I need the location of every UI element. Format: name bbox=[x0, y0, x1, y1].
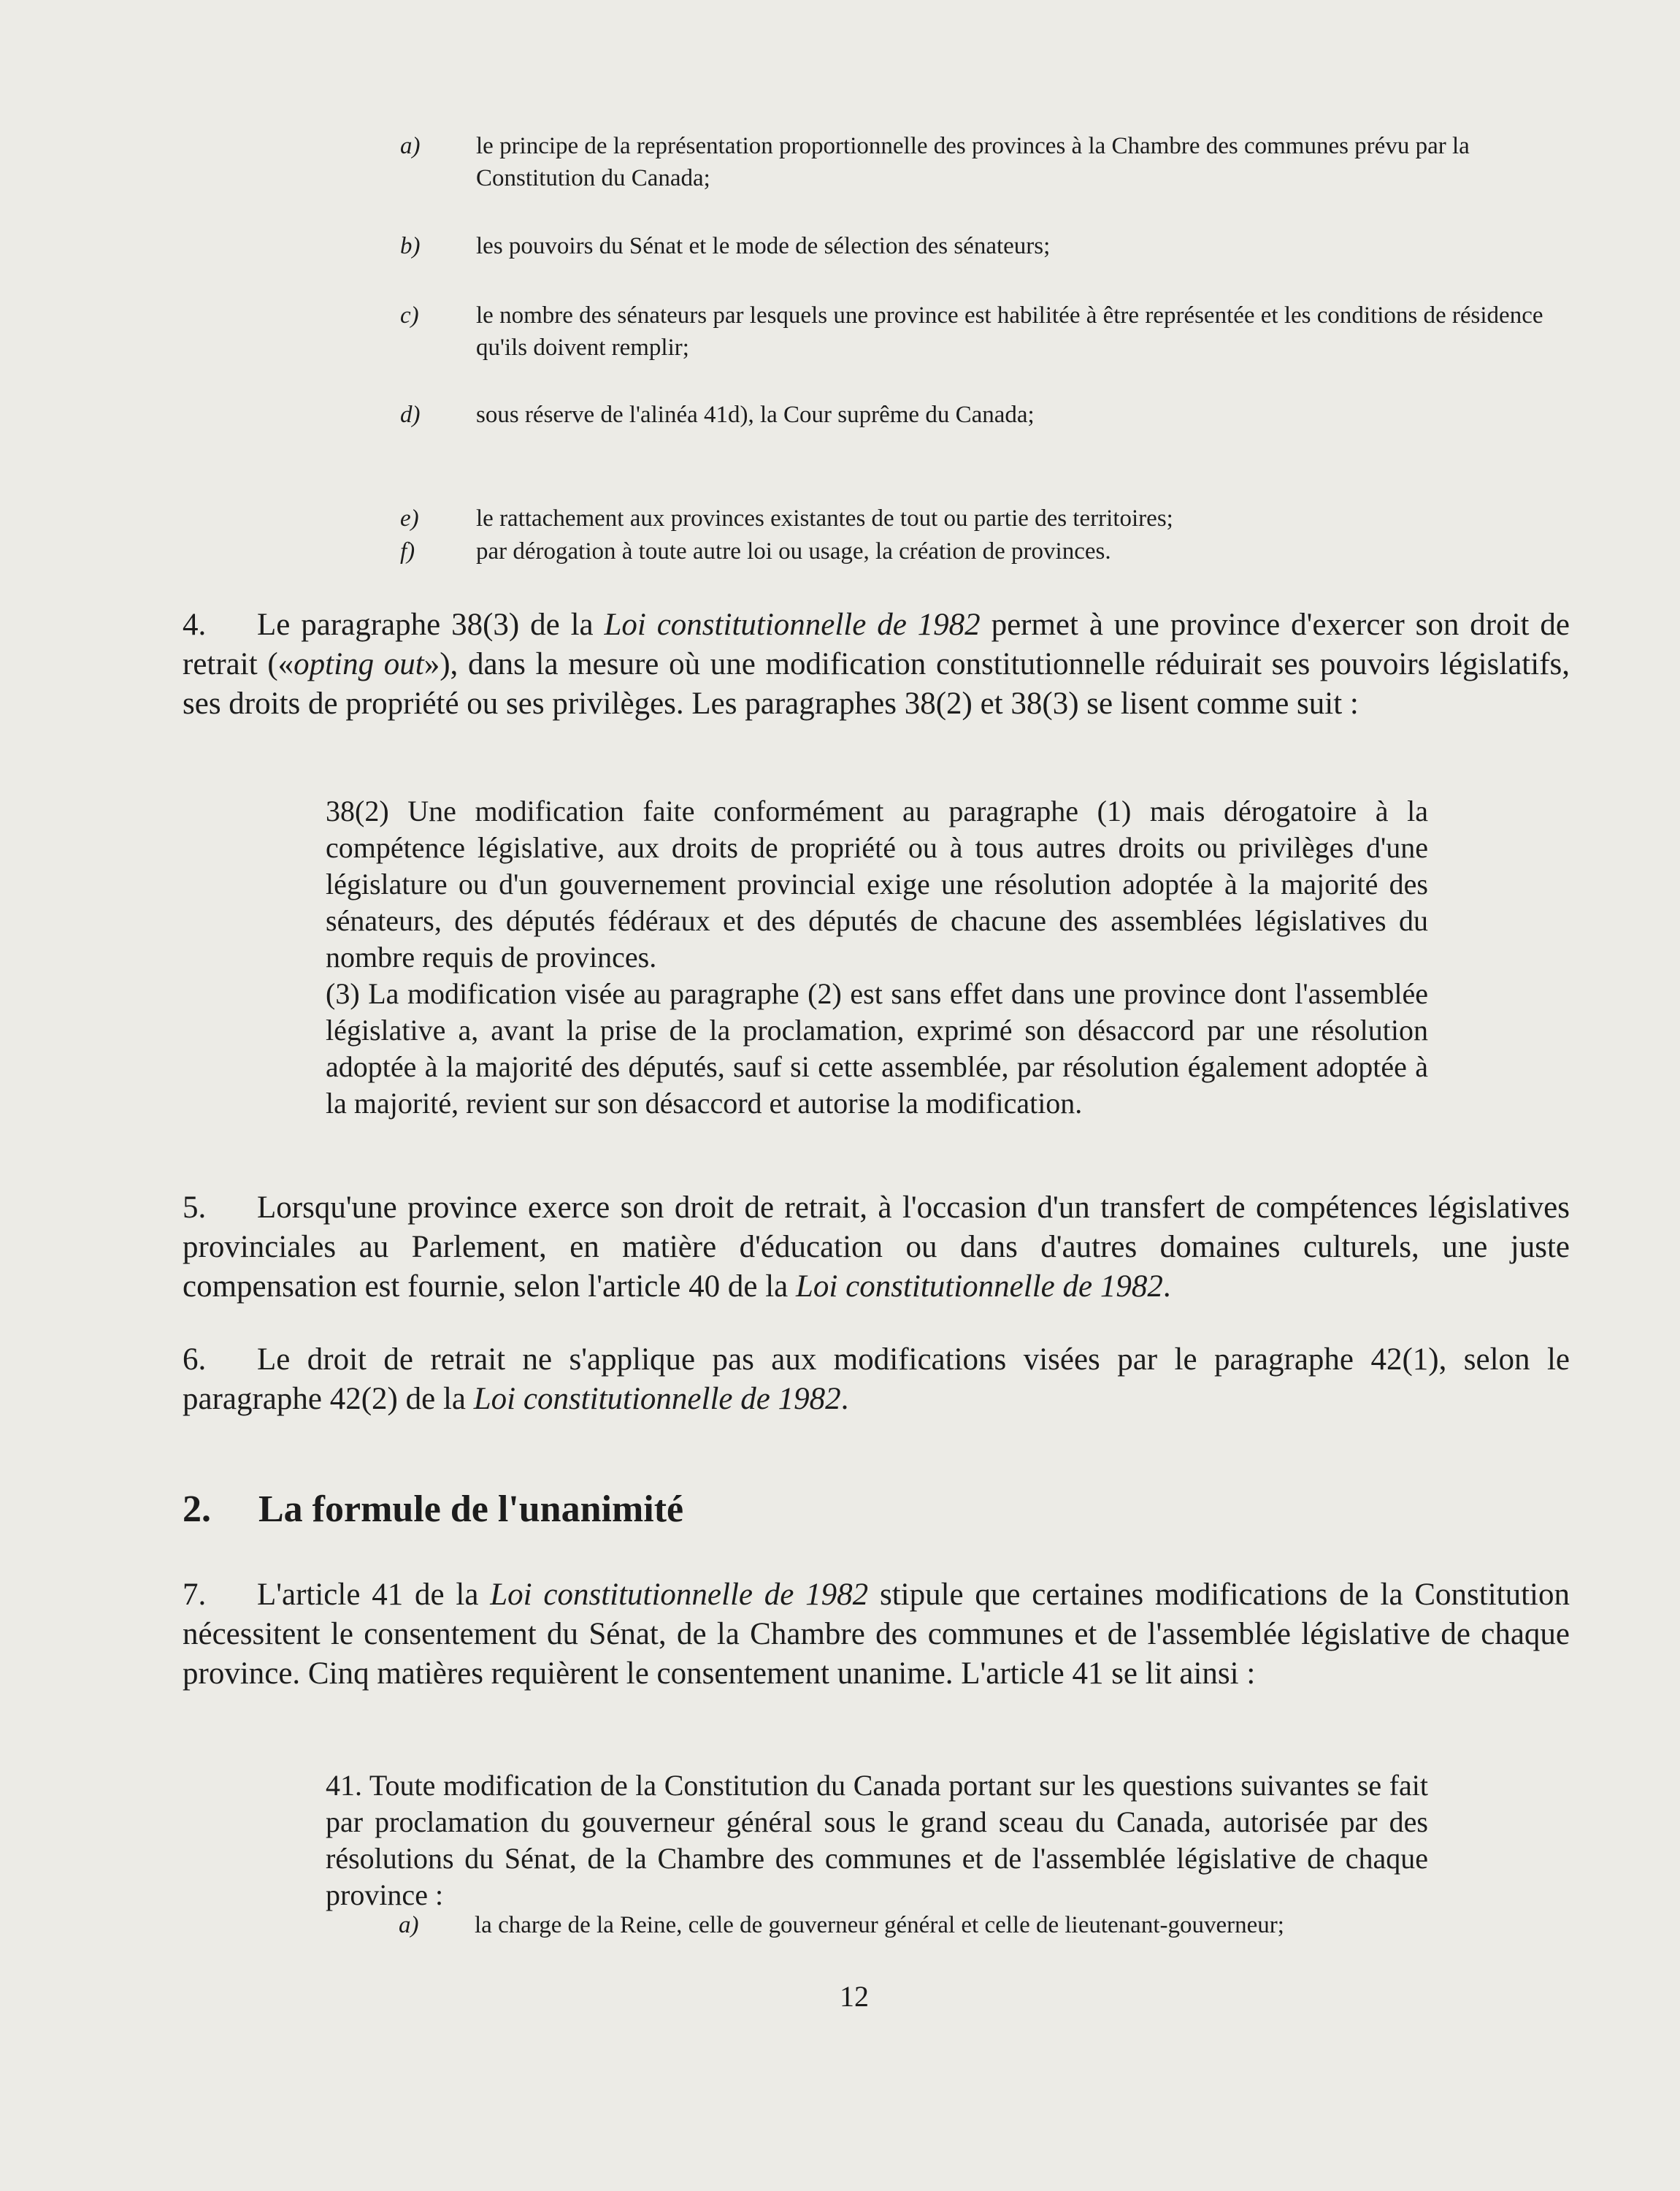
paragraph-number: 7. bbox=[183, 1578, 207, 1612]
paragraph-text: . bbox=[840, 1382, 849, 1416]
list-text: sous réserve de l'alinéa 41d), la Cour suprême du Canada; bbox=[476, 402, 1035, 428]
paragraph-number: 6. bbox=[183, 1342, 207, 1377]
list-item-f bbox=[400, 535, 1568, 567]
paragraph-text: Lorsqu'une province exerce son droit de retrait, à l'occasion d'un transfert de compétences législatives provinciales au Parlement, en matière d'éducation ou dans d'autres domaines culturels, une juste compensation est fournie, selon l'article 40 de la bbox=[183, 1190, 1570, 1304]
paragraph-text: Le droit de retrait ne s'applique pas aux modifications visées par le paragraphe 42(1), selon le paragraphe 42(2) de la bbox=[183, 1342, 1570, 1416]
paragraph-5 bbox=[183, 1188, 1570, 1307]
list-marker: a) bbox=[399, 1912, 419, 1938]
quote-41: 41. Toute modification de la Constitution du Canada portant sur les questions suivantes se fait par proclamation du gouverneur général sous le grand sceau du Canada, autorisée par des résolutions du Sénat, de la Chambre des communes et de l'assemblée législative de chaque province : bbox=[326, 1769, 1428, 1911]
list-marker: c) bbox=[400, 302, 419, 329]
list-item-a bbox=[400, 130, 1568, 194]
list-marker: d) bbox=[400, 402, 421, 428]
list-text: la charge de la Reine, celle de gouverneur général et celle de lieutenant-gouverneur; bbox=[475, 1912, 1284, 1938]
section-title: La formule de l'unanimité bbox=[258, 1488, 684, 1530]
list-item-e bbox=[400, 502, 1568, 535]
list-text: le rattachement aux provinces existantes de tout ou partie des territoires; bbox=[476, 505, 1173, 532]
list-text: les pouvoirs du Sénat et le mode de sélection des sénateurs; bbox=[476, 233, 1051, 259]
paragraph-text: Le paragraphe 38(3) de la bbox=[257, 608, 605, 642]
paragraph-7 bbox=[183, 1575, 1570, 1694]
law-title: Loi constitutionnelle de 1982 bbox=[796, 1269, 1163, 1304]
paragraph-6 bbox=[183, 1340, 1570, 1419]
section-number: 2. bbox=[183, 1488, 211, 1530]
list-item-b bbox=[400, 230, 1568, 262]
opting-out-term: opting out bbox=[294, 647, 424, 681]
paragraph-number: 5. bbox=[183, 1190, 207, 1225]
list-marker: a) bbox=[400, 133, 421, 159]
list-item-41a bbox=[399, 1909, 1567, 1941]
paragraph-text: stipule que certaines modifications de la Constitution nécessitent le consentement du Sénat, de la Chambre des communes et de l'assemblée législative de chaque province. Cinq matières requièrent le consentement unanime. L'article 41 se lit ainsi : bbox=[183, 1578, 1570, 1691]
list-marker: f) bbox=[400, 538, 415, 565]
page-number: 12 bbox=[840, 1980, 869, 2013]
law-title: Loi constitutionnelle de 1982 bbox=[490, 1578, 869, 1612]
paragraph-4 bbox=[183, 605, 1570, 724]
paragraph-text: »), dans la mesure où une modification constitutionnelle réduirait ses pouvoirs législatifs, ses droits de propriété ou ses privilèges. Les paragraphes 38(2) et 38(3) se lisent comme suit : bbox=[183, 647, 1570, 721]
law-title: Loi constitutionnelle de 1982 bbox=[604, 608, 981, 642]
paragraph-text: permet à une province d'exercer son droit de retrait (« bbox=[183, 608, 1570, 681]
law-title: Loi constitutionnelle de 1982 bbox=[473, 1382, 841, 1416]
paragraph-text: . bbox=[1162, 1269, 1171, 1304]
list-text: par dérogation à toute autre loi ou usage, la création de provinces. bbox=[476, 538, 1111, 565]
list-marker: b) bbox=[400, 233, 421, 259]
list-text: le principe de la représentation proportionnelle des provinces à la Chambre des communes prévu par la Constitution du Canada; bbox=[476, 133, 1470, 191]
list-item-c bbox=[400, 299, 1568, 364]
list-marker: e) bbox=[400, 505, 419, 532]
section-heading bbox=[183, 1488, 683, 1531]
paragraph-number: 4. bbox=[183, 608, 207, 642]
quote-38-2: 38(2) Une modification faite conformément au paragraphe (1) mais dérogatoire à la compétence législative, aux droits de propriété ou à tous autres droits ou privilèges d'une législature ou d'un gouvernement provincial exige une résolution adoptée à la majorité des sénateurs, des députés fédéraux et des députés de chacune des assemblées législatives du nombre requis de provinces. bbox=[326, 795, 1428, 974]
list-item-d bbox=[400, 399, 1568, 431]
quote-38-3: (3) La modification visée au paragraphe (2) est sans effet dans une province dont l'assemblée législative a, avant la prise de la proclamation, exprimé son désaccord par une résolution adoptée à la majorité des députés, sauf si cette assemblée, par résolution également adoptée à la majorité, revient sur son désaccord et autorise la modification. bbox=[326, 977, 1428, 1120]
list-text: le nombre des sénateurs par lesquels une province est habilitée à être représentée et les conditions de résidence qu'ils doivent remplir; bbox=[476, 302, 1543, 361]
paragraph-text: L'article 41 de la bbox=[257, 1578, 491, 1612]
